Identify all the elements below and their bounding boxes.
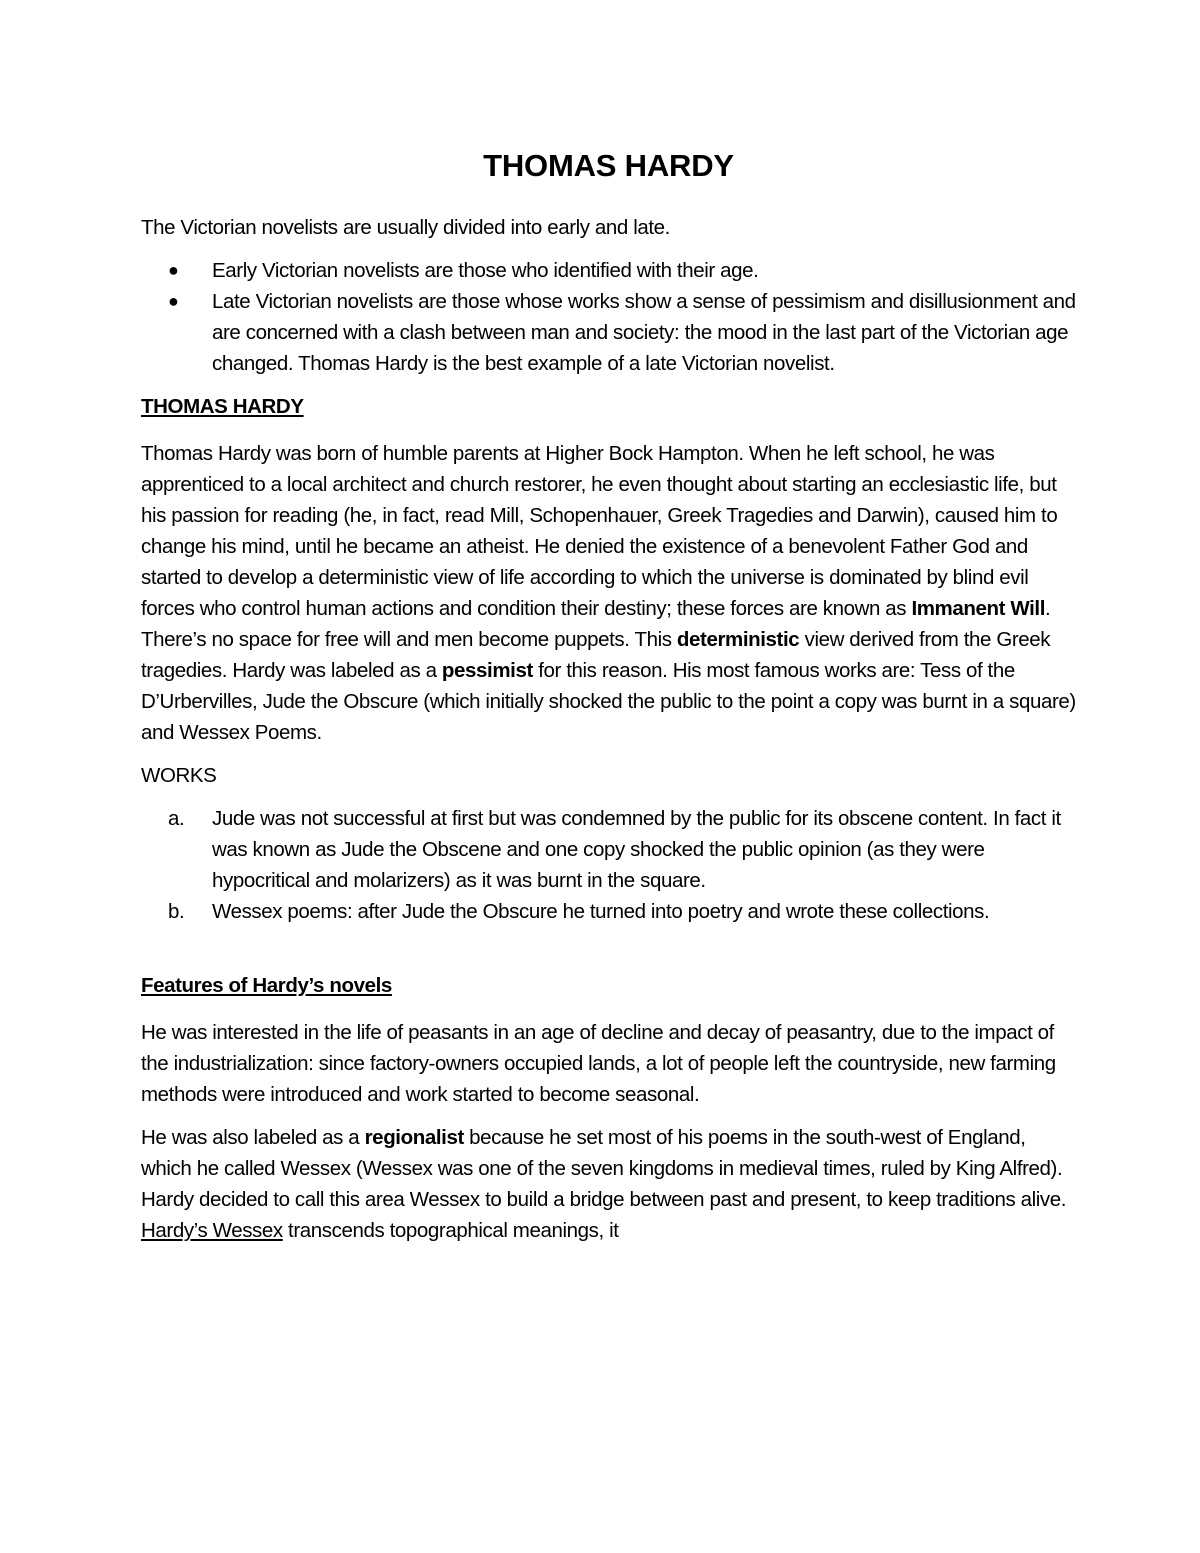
list-marker: b. — [168, 900, 185, 923]
list-item — [141, 255, 1076, 286]
bio-heading: THOMAS HARDY — [141, 395, 304, 418]
list-item-text: Wessex poems: after Jude the Obscure he turned into poetry and wrote these collections. — [212, 900, 990, 923]
intro-paragraph: The Victorian novelists are usually divided into early and late. — [141, 216, 670, 239]
features-paragraph — [141, 1122, 1076, 1246]
bold-term: Immanent Will — [911, 597, 1046, 620]
page-title: THOMAS HARDY — [483, 148, 734, 183]
bold-term: pessimist — [441, 659, 533, 682]
bio-text: view derived from the Greek tragedies. Hardy was labeled as a — [141, 628, 1051, 682]
bold-term: deterministic — [676, 628, 800, 651]
features-text: He was also labeled as a — [141, 1126, 365, 1149]
list-item — [141, 896, 1076, 927]
bold-term: regionalist — [364, 1126, 464, 1149]
list-item-text: Early Victorian novelists are those who identified with their age. — [212, 259, 759, 282]
list-item-text: Late Victorian novelists are those whose works show a sense of pessimism and disillusionment and are concerned with a clash between man and society: the mood in the last part of the Victorian age changed. Thomas Hardy is the best example of a late Victorian novelist. — [212, 290, 1076, 375]
features-text: because he set most of his poems in the south-west of England, which he called Wessex (Wessex was one of the seven kingdoms in medieval times, ruled by King Alfred). Hardy decided to call this area Wessex to build a bridge between past and present, to keep traditions alive. — [141, 1126, 1067, 1211]
blank-line — [141, 939, 1076, 970]
features-text: transcends topographical meanings, it — [282, 1219, 619, 1242]
underlined-term: Hardy’s Wessex — [141, 1219, 283, 1242]
bullet-icon: ● — [168, 291, 179, 311]
works-heading: WORKS — [141, 764, 217, 787]
list-item-text: Jude was not successful at first but was condemned by the public for its obscene content. In fact it was known as Jude the Obscene and one copy shocked the public opinion (as they were hypocritical and molarizers) as it was burnt in the square. — [212, 807, 1061, 892]
list-item — [141, 286, 1076, 379]
bullet-list — [141, 255, 1076, 379]
document-body — [141, 140, 1076, 1258]
bullet-icon: ● — [168, 260, 179, 280]
bio-text: Thomas Hardy was born of humble parents at Higher Bock Hampton. When he left school, he was apprenticed to a local architect and church restorer, he even thought about starting an ecclesiastic life, but his passion for reading (he, in fact, read Mill, Schopenhauer, Greek Tragedies and Darwin), caused him to change his mind, until he became an atheist. He denied the existence of a benevolent Father God and started to develop a deterministic view of life according to which the universe is dominated by blind evil forces who control human actions and condition their destiny; these forces are known as — [141, 442, 1058, 620]
features-heading: Features of Hardy’s novels — [141, 974, 392, 997]
bio-text: for this reason. His most famous works are: Tess of the D’Urbervilles, Jude the Obscure (which initially shocked the public to the point a copy was burnt in a square) and Wessex Poems. — [141, 659, 1076, 744]
bio-paragraph — [141, 438, 1076, 748]
features-paragraph: He was interested in the life of peasants in an age of decline and decay of peasantry, due to the impact of the industrialization: since factory-owners occupied lands, a lot of people left the countryside, new farming methods were introduced and work started to become seasonal. — [141, 1021, 1056, 1106]
list-marker: a. — [168, 807, 185, 830]
works-list — [141, 803, 1076, 927]
list-item — [141, 803, 1076, 896]
bio-text: . There’s no space for free will and men become puppets. This — [141, 597, 1051, 651]
